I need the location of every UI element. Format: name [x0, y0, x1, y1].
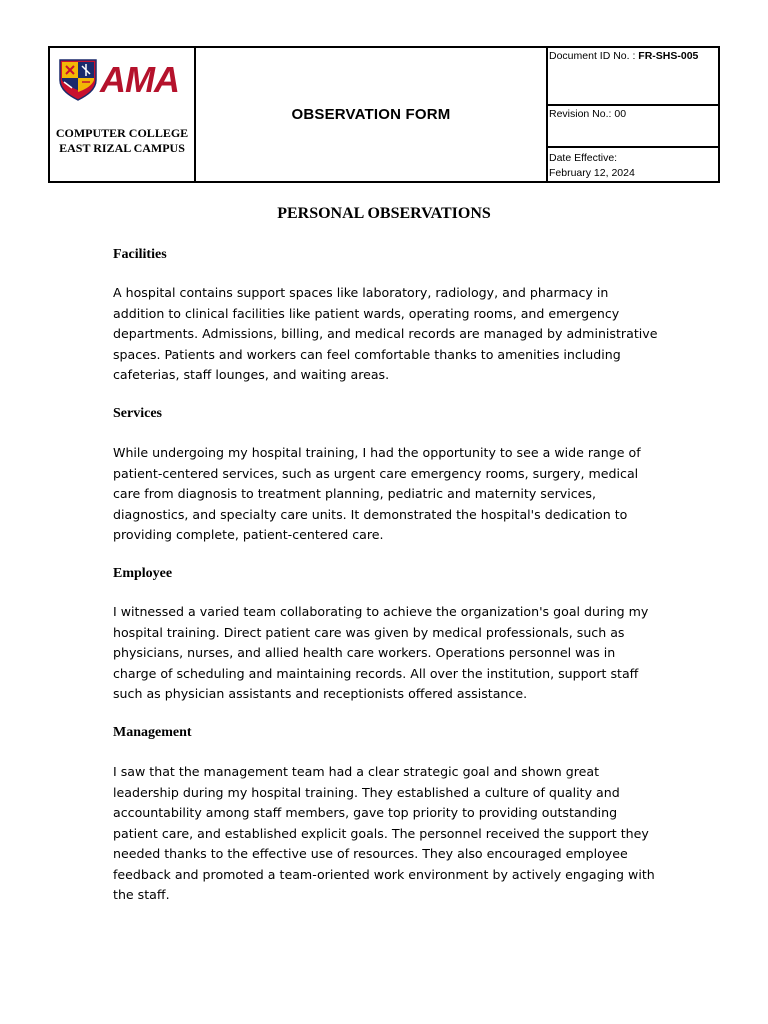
- title-cell: [196, 48, 548, 181]
- revision-row: [548, 106, 718, 148]
- section-body-facilities: A hospital contains support spaces like laboratory, radiology, and pharmacy in addition to clinical facilities like patient wards, operating rooms, and emergency departments. Admissions, billing, and medical records are managed by administrative spaces. Patients and workers can feel comfortable thanks to amenities including cafeterias, staff lounges, and waiting areas.: [113, 285, 658, 382]
- page-heading: PERSONAL OBSERVATIONS: [277, 205, 491, 222]
- campus-line-1: COMPUTER COLLEGE: [55, 126, 189, 140]
- section-body-management: I saw that the management team had a clear strategic goal and shown great leadership during my hospital training. They established a culture of quality and accountability among staff members, gave top priority to providing outstanding patient care, and established explicit goals. The personnel received the support they needed thanks to the effective use of resources. They also encouraged employee feedback and promoted a team-oriented work environment by actively engaging with the staff.: [113, 764, 655, 902]
- section-title-employee: Employee: [113, 566, 173, 581]
- document-header-table: [48, 46, 720, 183]
- document-id-row: [548, 48, 718, 106]
- logo-cell: [50, 48, 196, 181]
- campus-line-2: EAST RIZAL CAMPUS: [59, 141, 185, 155]
- ama-logo: [58, 58, 190, 102]
- section-body-services: While undergoing my hospital training, I had the opportunity to see a wide range of patient-centered services, such as urgent care emergency rooms, surgery, medical care from diagnosis to treatment planning, pediatric and maternity services, diagnostics, and specialty care units. It demonstrated the hospital's dedication to providing complete, patient-centered care.: [113, 445, 641, 542]
- date-effective-row: [548, 148, 718, 181]
- section-title-facilities: Facilities: [113, 247, 167, 262]
- date-effective-value: February 12, 2024: [549, 167, 635, 179]
- section-body-employee: I witnessed a varied team collaborating to achieve the organization's goal during my hospital training. Direct patient care was given by medical professionals, such as physicians, nurses, and allied health care workers. Operations personnel was in charge of scheduling and maintaining records. All over the institution, support staff such as physician assistants and receptionists offered assistance.: [113, 604, 649, 701]
- form-title: OBSERVATION FORM: [291, 106, 451, 123]
- document-id-label: Document ID No. :: [549, 50, 639, 62]
- section-title-services: Services: [113, 406, 162, 421]
- section-title-management: Management: [113, 725, 192, 740]
- logo-wordmark: AMA: [100, 59, 179, 100]
- document-id-value: FR-SHS-005: [638, 50, 699, 62]
- date-effective-label: Date Effective:: [549, 152, 618, 164]
- revision-label: Revision No.: 00: [549, 107, 627, 120]
- campus-name: [50, 126, 194, 156]
- document-meta: [548, 48, 718, 181]
